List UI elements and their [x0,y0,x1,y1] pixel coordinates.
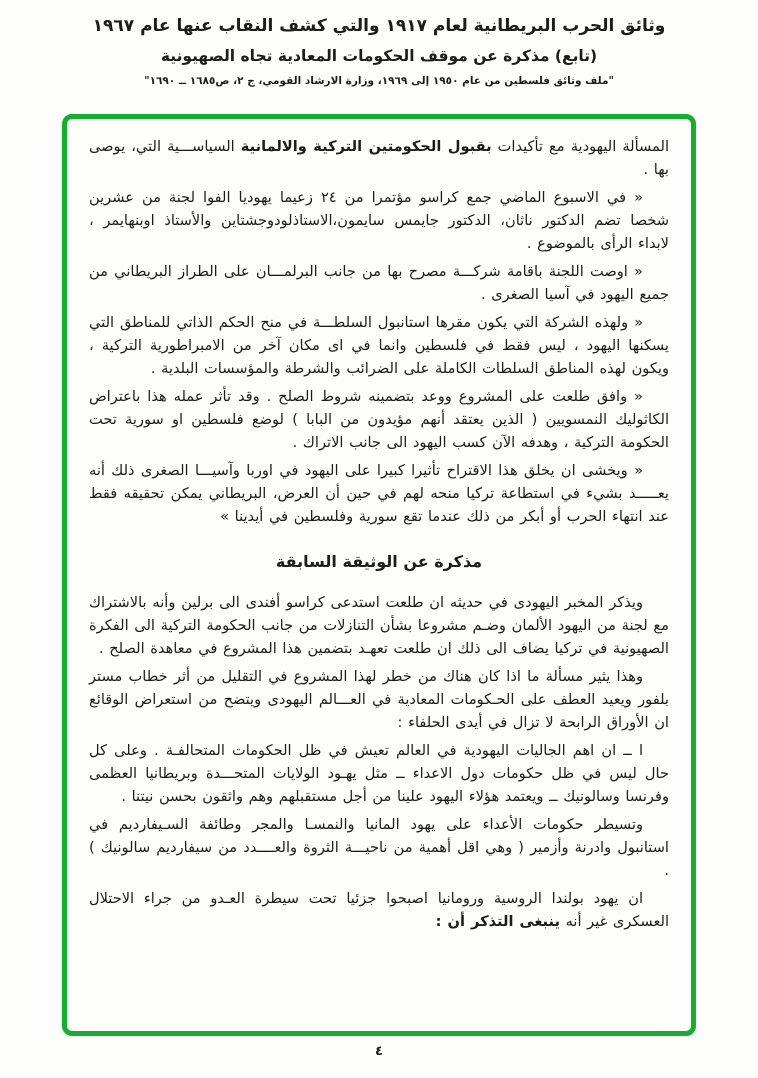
text-run: « في الاسبوع الماضي جمع كراسو مؤتمرا من ٢٤ زعيما يهوديا الفوا لجنة من عشرين شخصا تضم الدكتور ناثان، الدكتور جايمس سايمون،الاستاذلودوجشتاين والأستاذ اوبنهايمر ، لابداء الرأى بالموضوع . [89,189,669,252]
text-run: السياســـية التي، يوصى بها . [89,138,669,178]
paragraph [89,459,669,528]
document-title: وثائق الحرب البريطانية لعام ١٩١٧ والتي كشف النقاب عنها عام ١٩٦٧ [92,16,666,36]
document-body [89,135,669,933]
document-source-citation: "ملف وثائق فلسطين من عام ١٩٥٠ إلى ١٩٦٩، وزارة الارشاد القومي، ج ٢، ص١٦٨٥ ــ ١٦٩٠" [144,75,614,87]
paragraph [89,887,669,933]
section-heading: مذكرة عن الوثيقة السابقة [275,552,483,571]
paragraph [89,813,669,882]
text-run: ان يهود بولندا الروسية ورومانيا اصبحوا جزئيا تحت سيطرة العـدو من جراء الاحتلال العسكرى غير أنه [89,890,669,930]
paragraph [89,385,669,454]
text-run: وتسيطر حكومات الأعداء على يهود المانيا والنمسـا والمجر وطائفة السـيفارديم في استانبول وادرنة وأزمير ( وهي اقل أهمية من ناحيـــة الثروة والعــــدد من سيفارديم سالونيك ) . [89,816,669,879]
text-run: « اوصت اللجنة باقامة شركـــة مصرح بها من جانب البرلمـــان على الطراز البريطاني من جميع اليهود في آسيا الصغرى . [89,263,669,303]
text-run: ا ــ ان اهم الجاليات اليهودية في العالم تعيش في ظل الحكومات المتحالفـة . وعلى كل حال ليس في ظل حكومات دول الاعداء ــ مثل يهـود الولايات المتحـــدة وبريطانيا العظمى وفرنسا وسالونيك ــ ويعتمد هؤلاء اليهود علينا من أجل مستقبلهم وهم واثقون بحسن نيتنا . [89,742,669,805]
text-run: « ويخشى ان يخلق هذا الاقتراح تأثيرا كبيرا على اليهود في اوربا وآسيـــا الصغرى ذلك أنه يعـــــد بشيء في استطاعة تركيا منحه لهم في حين أن العرض، البريطاني يمكن تحقيقه فقط عند انتهاء الحرب أو أبكر من ذلك عندما تقع سورية وفلسطين في أيدينا » [89,462,669,525]
green-highlight-frame [62,114,696,1036]
paragraph [89,311,669,380]
paragraph [89,260,669,306]
text-run: ويذكر المخبر اليهودى في حديثه ان طلعت استدعى كراسو أفندى الى برلين وأنه بالاشتراك مع لجنة من اليهود الألمان وضـم مشروعا بشأن التنازلات من جانب الحكومة التركية الى الفكرة الصهيونية في تركيا يضاف الى ذلك ان طلعت تعهـد بتضمين هذا المشروع في معاهدة الصلح . [89,594,669,657]
paragraph [89,591,669,660]
document-header [0,16,758,87]
text-run: « وافق طلعت على المشروع ووعد بتضمينه شروط الصلح . وقد تأثر عمله هذا باعتراض الكاثوليك النمسويين ( الذين يعتقد أنهم مؤيدون من البابا ) لوضع فلسطين او سورية تحت الحكومة التركية ، وهدفه الآن كسب اليهود الى جانب الاتراك . [89,388,669,451]
text-run: « ولهذه الشركة التي يكون مقرها استانبول السلطـــة في منح الحكم الذاتي للمناطق التي يسكنها اليهود ، ليس فقط في فلسطين وانما في اى مكان آخر من الامبراطورية التركية ، ويكون لهذه المناطق السلطات الكاملة على الضرائب والشرطة والمؤسسات البلدية . [89,314,669,377]
paragraph [89,135,669,181]
paragraph [89,186,669,255]
bold-text-run: بقبول الحكومتين التركية والالمانية [240,138,492,155]
paragraph [89,665,669,734]
page-number: ٤ [375,1044,383,1059]
text-run: وهذا يثير مسألة ما اذا كان هناك من خطر لهذا المشروع في التقليل من أثر خطاب مستر بلفور ويعيد العطف على الحـكومات المعادية في العـــالم اليهودى ويتضح من استعراض الوقائع ان الأوراق الرابحة لا تزال في أيدى الحلفاء : [89,668,669,731]
bold-text-run: ينبغى التذكر أن : [435,913,560,930]
text-run: المسألة اليهودية مع تأكيدات [491,138,669,155]
paragraph [89,739,669,808]
document-subtitle: (تابع) مذكرة عن موقف الحكومات المعادية تجاه الصهيونية [160,47,598,65]
